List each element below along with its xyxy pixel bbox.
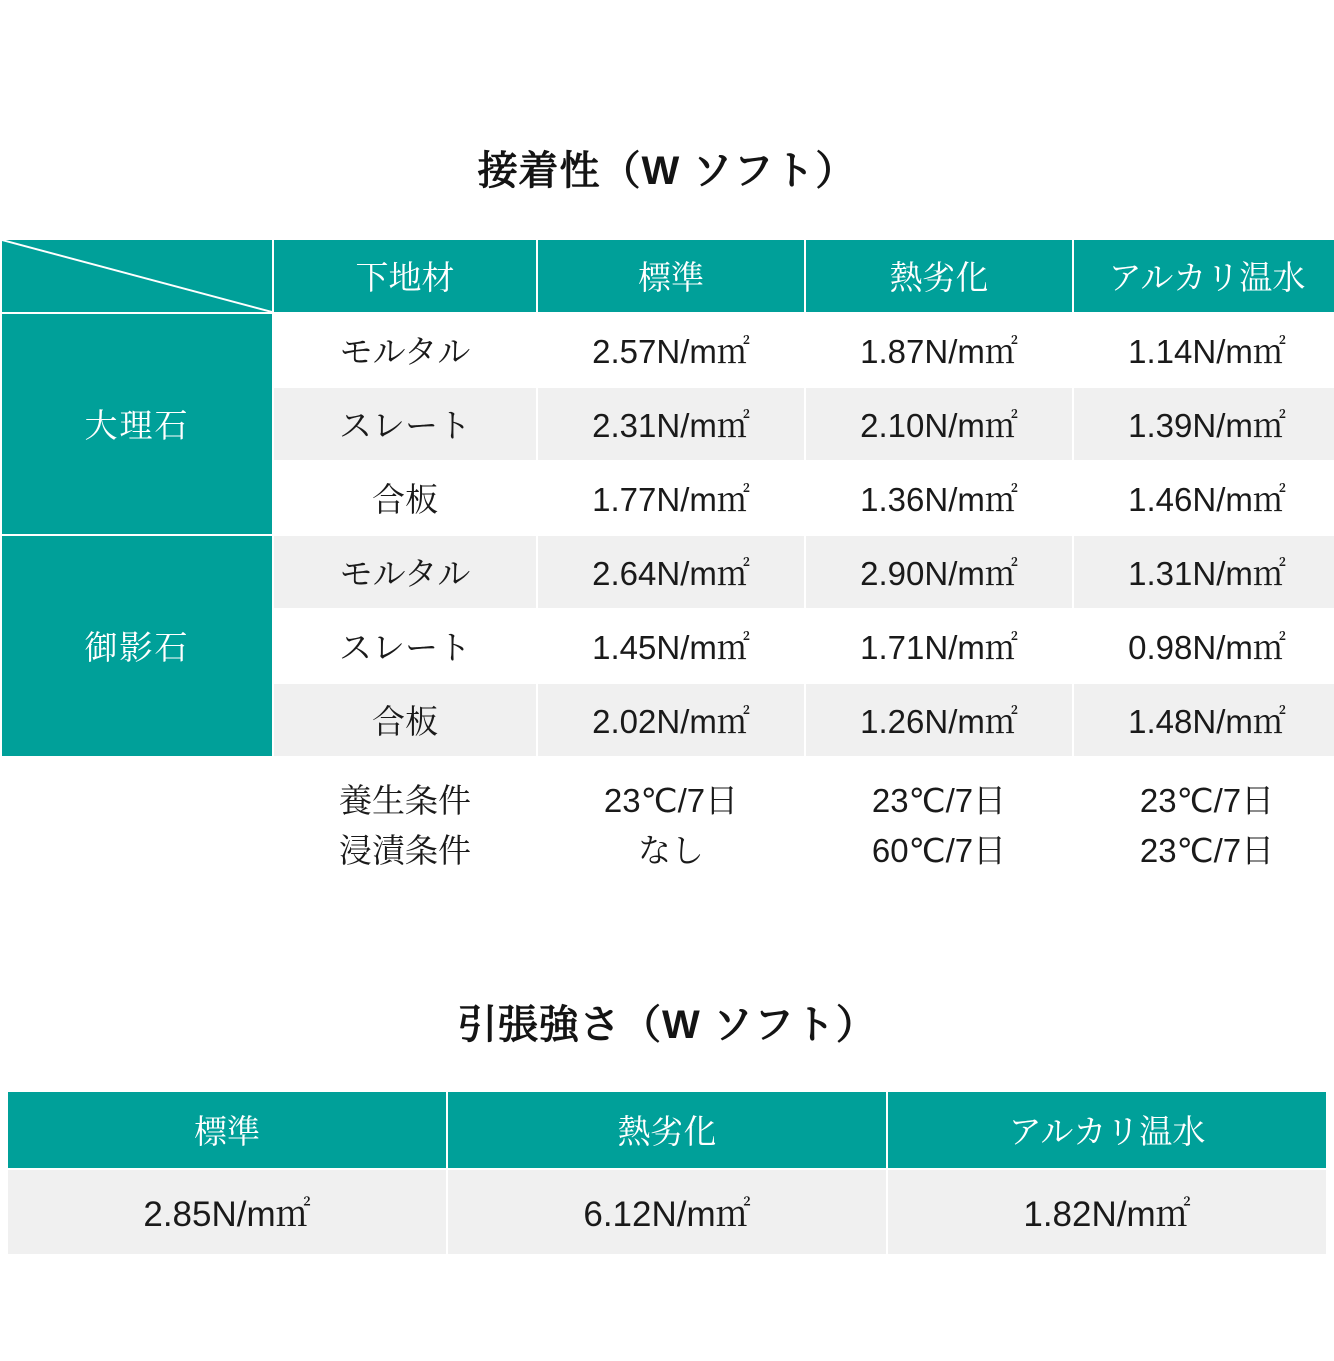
cell-alkaline: 1.82N/m㎡ — [887, 1169, 1327, 1255]
page-title-tensile: 引張強さ（W ソフト） — [457, 1002, 877, 1047]
column-header-standard: 標準 — [7, 1091, 447, 1169]
condition-row-immersion — [1, 824, 1334, 874]
corner-diagonal-cell — [1, 239, 273, 313]
condition-value-heat: 60℃/7日 — [805, 824, 1073, 874]
column-header-heat-degradation: 熱劣化 — [805, 239, 1073, 313]
cell-alkaline: 1.39N/m㎡ — [1073, 387, 1334, 461]
cell-standard: 2.85N/m㎡ — [7, 1169, 447, 1255]
condition-value-alkaline: 23℃/7日 — [1073, 757, 1334, 824]
adhesion-table-header-row — [1, 239, 1334, 313]
condition-value-alkaline: 23℃/7日 — [1073, 824, 1334, 874]
cell-heat: 1.87N/m㎡ — [805, 313, 1073, 387]
condition-value-standard: 23℃/7日 — [537, 757, 805, 824]
cell-heat: 2.10N/m㎡ — [805, 387, 1073, 461]
cell-base-material: 合板 — [273, 683, 537, 757]
cell-heat: 1.26N/m㎡ — [805, 683, 1073, 757]
condition-value-heat: 23℃/7日 — [805, 757, 1073, 824]
column-header-base-material: 下地材 — [273, 239, 537, 313]
cell-standard: 2.64N/m㎡ — [537, 535, 805, 609]
cell-alkaline: 1.46N/m㎡ — [1073, 461, 1334, 535]
cell-base-material: スレート — [273, 387, 537, 461]
cell-alkaline: 1.31N/m㎡ — [1073, 535, 1334, 609]
row-group-label-granite: 御影石 — [1, 535, 273, 757]
table-row — [7, 1169, 1327, 1255]
spacer-cell — [1, 824, 273, 874]
condition-row-curing — [1, 757, 1334, 824]
cell-alkaline: 1.14N/m㎡ — [1073, 313, 1334, 387]
cell-base-material: 合板 — [273, 461, 537, 535]
tensile-strength-table — [6, 1090, 1328, 1256]
cell-alkaline: 1.48N/m㎡ — [1073, 683, 1334, 757]
spacer-cell — [1, 757, 273, 824]
cell-standard: 1.45N/m㎡ — [537, 609, 805, 683]
table-row — [1, 535, 1334, 609]
cell-standard: 2.57N/m㎡ — [537, 313, 805, 387]
cell-base-material: スレート — [273, 609, 537, 683]
cell-standard: 1.77N/m㎡ — [537, 461, 805, 535]
cell-heat: 1.36N/m㎡ — [805, 461, 1073, 535]
document-page — [0, 27, 1334, 1361]
cell-base-material: モルタル — [273, 535, 537, 609]
cell-heat: 6.12N/m㎡ — [447, 1169, 887, 1255]
cell-base-material: モルタル — [273, 313, 537, 387]
column-header-heat-degradation: 熱劣化 — [447, 1091, 887, 1169]
diagonal-line-icon — [2, 240, 272, 312]
cell-standard: 2.02N/m㎡ — [537, 683, 805, 757]
cell-heat: 1.71N/m㎡ — [805, 609, 1073, 683]
tensile-table-header-row — [7, 1091, 1327, 1169]
page-title-adhesion: 接着性（W ソフト） — [477, 148, 857, 193]
cell-standard: 2.31N/m㎡ — [537, 387, 805, 461]
column-header-alkaline-warm-water: アルカリ温水 — [887, 1091, 1327, 1169]
table-row — [1, 313, 1334, 387]
cell-heat: 2.90N/m㎡ — [805, 535, 1073, 609]
condition-label-curing: 養生条件 — [273, 757, 537, 824]
condition-label-immersion: 浸漬条件 — [273, 824, 537, 874]
adhesion-table — [0, 238, 1334, 874]
cell-alkaline: 0.98N/m㎡ — [1073, 609, 1334, 683]
column-header-alkaline-warm-water: アルカリ温水 — [1073, 239, 1334, 313]
condition-value-standard: なし — [537, 824, 805, 874]
row-group-label-marble: 大理石 — [1, 313, 273, 535]
column-header-standard: 標準 — [537, 239, 805, 313]
